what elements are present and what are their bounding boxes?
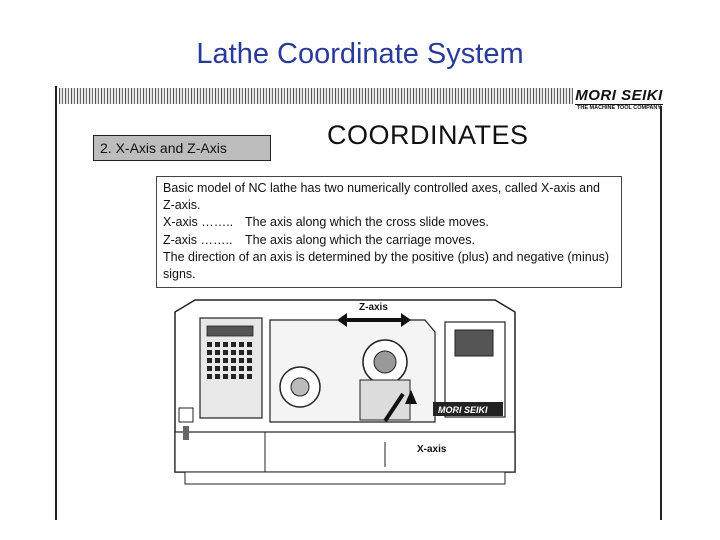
door-window <box>455 330 493 356</box>
definition-text: The axis along which the carriage moves. <box>245 232 475 247</box>
nameplate-text: MORI SEIKI <box>438 405 488 415</box>
slide-title: Lathe Coordinate System <box>196 38 524 70</box>
machine-base <box>175 432 515 472</box>
section-tab: 2. X-Axis and Z-Axis <box>93 135 271 161</box>
definition-term: X-axis …….. <box>163 215 234 230</box>
definition-text: The axis along which the cross slide moves. <box>245 215 489 230</box>
brand-logo <box>575 88 663 112</box>
carriage <box>360 380 410 420</box>
brand-name: MORI SEIKI <box>575 87 663 104</box>
turret-hub <box>374 351 396 373</box>
machine-plinth <box>185 472 505 484</box>
definition-x-axis <box>163 214 615 231</box>
panel-display <box>207 326 253 336</box>
description-box <box>156 176 622 288</box>
document-left-border <box>55 86 57 520</box>
document-right-border <box>660 106 662 520</box>
definition-z-axis <box>163 232 615 249</box>
x-axis-label: X-axis <box>417 444 447 455</box>
document-heading: COORDINATES <box>327 120 529 150</box>
description-intro: Basic model of NC lathe has two numerically controlled axes, called X-axis and Z-axis. <box>163 181 601 213</box>
lathe-illustration <box>155 292 555 492</box>
brand-tagline: THE MACHINE TOOL COMPANY <box>576 105 662 111</box>
side-switch <box>179 408 193 422</box>
scanned-document <box>55 86 663 520</box>
document-header-strip <box>59 88 573 104</box>
chuck-center <box>291 378 309 396</box>
description-note: The direction of an axis is determined by the positive (plus) and negative (minus) signs. <box>163 249 610 282</box>
side-switch <box>183 426 189 440</box>
z-axis-label: Z-axis <box>359 302 388 313</box>
definition-term: Z-axis …….. <box>163 232 233 247</box>
